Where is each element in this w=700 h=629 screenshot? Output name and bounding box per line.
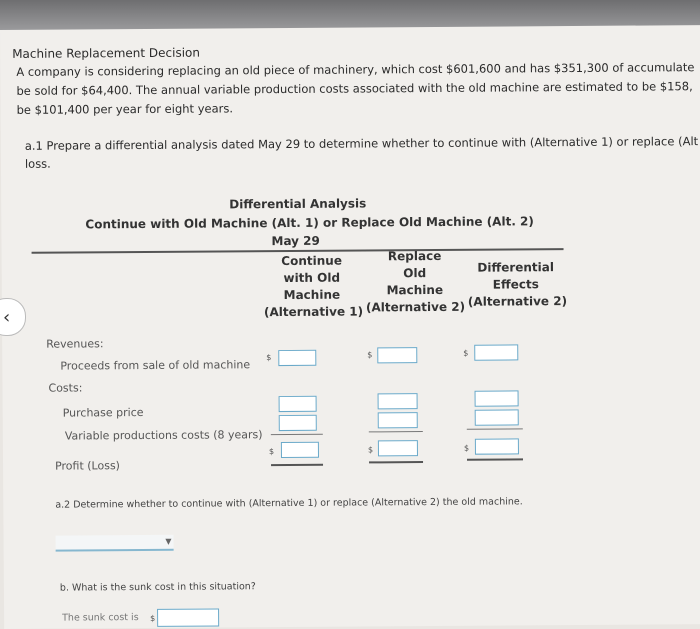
- total-rule: [369, 461, 423, 463]
- dollar-sign: $: [367, 445, 374, 455]
- profit-loss-label: Profit (Loss): [55, 459, 120, 473]
- total-rule: [271, 464, 323, 466]
- analysis-date: May 29: [271, 233, 320, 249]
- analysis-heading: Differential Analysis: [229, 196, 367, 212]
- variable-alt1-input[interactable]: [279, 415, 317, 431]
- chevron-left-icon: ‹: [3, 307, 11, 328]
- decision-select[interactable]: [56, 535, 174, 552]
- dollar-sign: $: [150, 613, 156, 623]
- dollar-sign: $: [266, 353, 272, 363]
- costs-label: Costs:: [48, 381, 83, 395]
- variable-alt2-input[interactable]: [378, 412, 418, 428]
- purchase-alt2-input[interactable]: [378, 393, 418, 409]
- caret-down-icon: ▼: [165, 536, 172, 546]
- purchase-diff-input[interactable]: [475, 390, 519, 406]
- profit-diff-input[interactable]: [475, 438, 519, 454]
- profit-alt2-input[interactable]: [378, 440, 418, 456]
- column-header-alt1: Continue with Old Machine (Alternative 1): [263, 253, 364, 320]
- page-title: Machine Replacement Decision: [12, 45, 201, 61]
- total-rule: [467, 458, 523, 460]
- question-page: [0, 25, 700, 629]
- analysis-subheading: Continue with Old Machine (Alt. 1) or Replace Old Machine (Alt. 2): [85, 214, 534, 232]
- proceeds-alt1-input[interactable]: [278, 350, 316, 366]
- subtotal-rule: [467, 428, 523, 429]
- proceeds-alt2-input[interactable]: [377, 347, 417, 363]
- purchase-alt1-input[interactable]: [279, 396, 317, 412]
- dollar-sign: $: [268, 447, 275, 457]
- proceeds-label: Proceeds from sale of old machine: [60, 358, 251, 373]
- question-b: b. What is the sunk cost in this situation?: [59, 581, 256, 594]
- question-a1: a.1 Prepare a differential analysis dated May 29 to determine whether to continue with (Alternative 1) or replace (Alt loss.: [24, 134, 699, 171]
- profit-alt1-input[interactable]: [281, 442, 319, 458]
- sunk-cost-input[interactable]: [157, 608, 219, 626]
- problem-statement: A company is considering replacing an old piece of machinery, which cost $601,600 and has $351,300 of accumulate be sold for $64,400. The annual variable production costs associated with the old machine are estimated to be $158, be $101,400 per year for eight years.: [16, 60, 695, 117]
- dollar-sign: $: [463, 348, 469, 358]
- variable-diff-input[interactable]: [475, 409, 519, 425]
- proceeds-diff-input[interactable]: [474, 344, 518, 360]
- variable-costs-label: Variable productions costs (8 years): [64, 428, 263, 443]
- revenues-label: Revenues:: [46, 337, 104, 351]
- dollar-sign: $: [463, 443, 470, 453]
- dollar-sign: $: [367, 350, 373, 360]
- question-a2: a.2 Determine whether to continue with (Alternative 1) or replace (Alternative 2) the old machine.: [55, 496, 523, 511]
- sunk-cost-label: The sunk cost is: [62, 612, 139, 624]
- column-header-differential: Differential Effects (Alternative 2): [467, 260, 568, 309]
- column-header-alt2: Replace Old Machine (Alternative 2): [365, 248, 466, 315]
- subtotal-rule: [369, 431, 423, 432]
- subtotal-rule: [271, 434, 323, 435]
- purchase-price-label: Purchase price: [62, 406, 144, 420]
